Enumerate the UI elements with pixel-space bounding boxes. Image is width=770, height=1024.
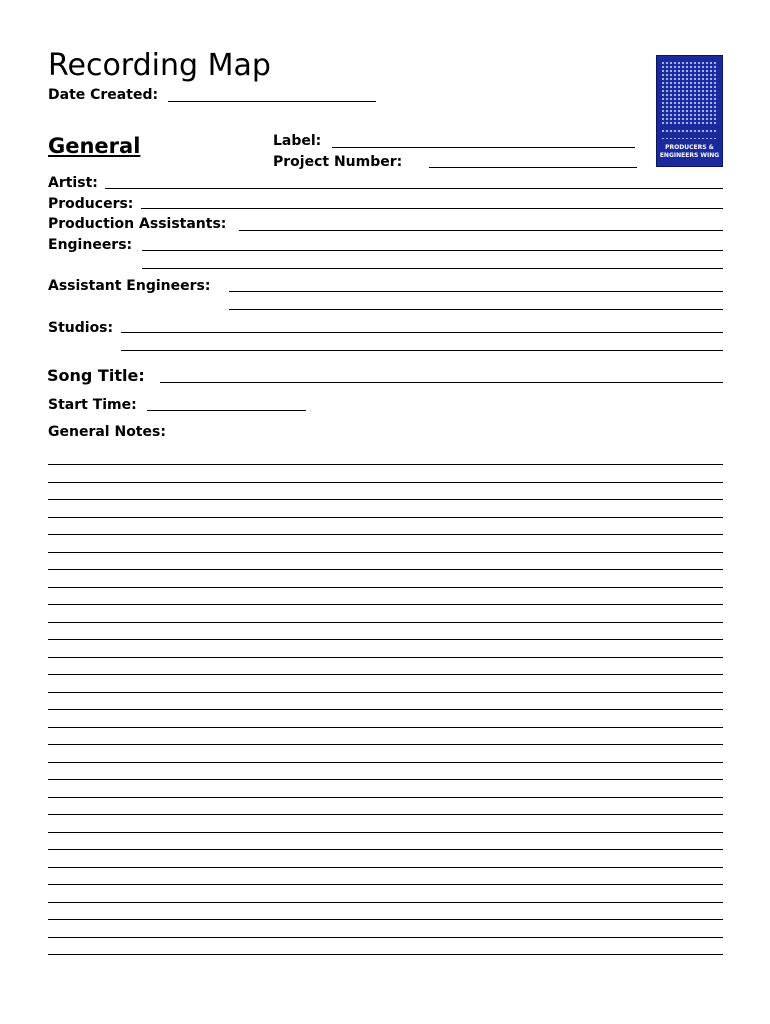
start-time-label: Start Time: <box>48 397 137 413</box>
assistant-engineers-label: Assistant Engineers: <box>48 278 211 294</box>
general-heading: General <box>48 134 141 158</box>
notes-line[interactable] <box>48 779 723 780</box>
studios-label: Studios: <box>48 320 114 336</box>
notes-line[interactable] <box>48 919 723 920</box>
notes-line[interactable] <box>48 797 723 798</box>
producers-field[interactable] <box>141 208 723 209</box>
notes-line[interactable] <box>48 674 723 675</box>
notes-line[interactable] <box>48 867 723 868</box>
project-number-field[interactable] <box>429 167 637 168</box>
studios-field-2[interactable] <box>121 350 723 351</box>
notes-line[interactable] <box>48 534 723 535</box>
artist-field[interactable] <box>105 188 723 189</box>
song-title-label: Song Title: <box>47 366 145 385</box>
notes-line[interactable] <box>48 692 723 693</box>
producers-engineers-wing-logo <box>656 55 723 167</box>
logo-text-line1: PRODUCERS & <box>665 144 714 151</box>
notes-line[interactable] <box>48 954 723 955</box>
label-label: Label: <box>273 133 322 149</box>
notes-line[interactable] <box>48 902 723 903</box>
engineers-label: Engineers: <box>48 237 133 253</box>
artist-label: Artist: <box>48 175 98 191</box>
notes-line[interactable] <box>48 709 723 710</box>
notes-line[interactable] <box>48 832 723 833</box>
notes-line[interactable] <box>48 604 723 605</box>
studios-field[interactable] <box>121 332 723 333</box>
logo-text-line2: ENGINEERS WING <box>659 152 720 159</box>
notes-line[interactable] <box>48 884 723 885</box>
notes-line[interactable] <box>48 569 723 570</box>
notes-line[interactable] <box>48 622 723 623</box>
notes-line[interactable] <box>48 814 723 815</box>
assistant-engineers-field[interactable] <box>229 291 723 292</box>
assistant-engineers-field-2[interactable] <box>229 309 723 310</box>
page-title: Recording Map <box>48 48 271 83</box>
label-field[interactable] <box>332 147 635 148</box>
notes-line[interactable] <box>48 499 723 500</box>
notes-line[interactable] <box>48 517 723 518</box>
notes-line[interactable] <box>48 464 723 465</box>
production-assistants-label: Production Assistants: <box>48 216 227 232</box>
notes-line[interactable] <box>48 762 723 763</box>
notes-line[interactable] <box>48 482 723 483</box>
notes-line[interactable] <box>48 937 723 938</box>
engineers-field[interactable] <box>142 250 723 251</box>
notes-line[interactable] <box>48 727 723 728</box>
date-created-label: Date Created: <box>48 87 159 103</box>
notes-line[interactable] <box>48 587 723 588</box>
start-time-field[interactable] <box>147 410 306 411</box>
general-notes-label: General Notes: <box>48 424 166 440</box>
producers-label: Producers: <box>48 196 134 212</box>
notes-line[interactable] <box>48 639 723 640</box>
song-title-field[interactable] <box>160 382 723 383</box>
notes-line[interactable] <box>48 849 723 850</box>
notes-line[interactable] <box>48 657 723 658</box>
production-assistants-field[interactable] <box>239 230 723 231</box>
notes-line[interactable] <box>48 552 723 553</box>
date-created-field[interactable] <box>168 101 376 102</box>
notes-line[interactable] <box>48 744 723 745</box>
engineers-field-2[interactable] <box>142 268 723 269</box>
project-number-label: Project Number: <box>273 154 403 170</box>
